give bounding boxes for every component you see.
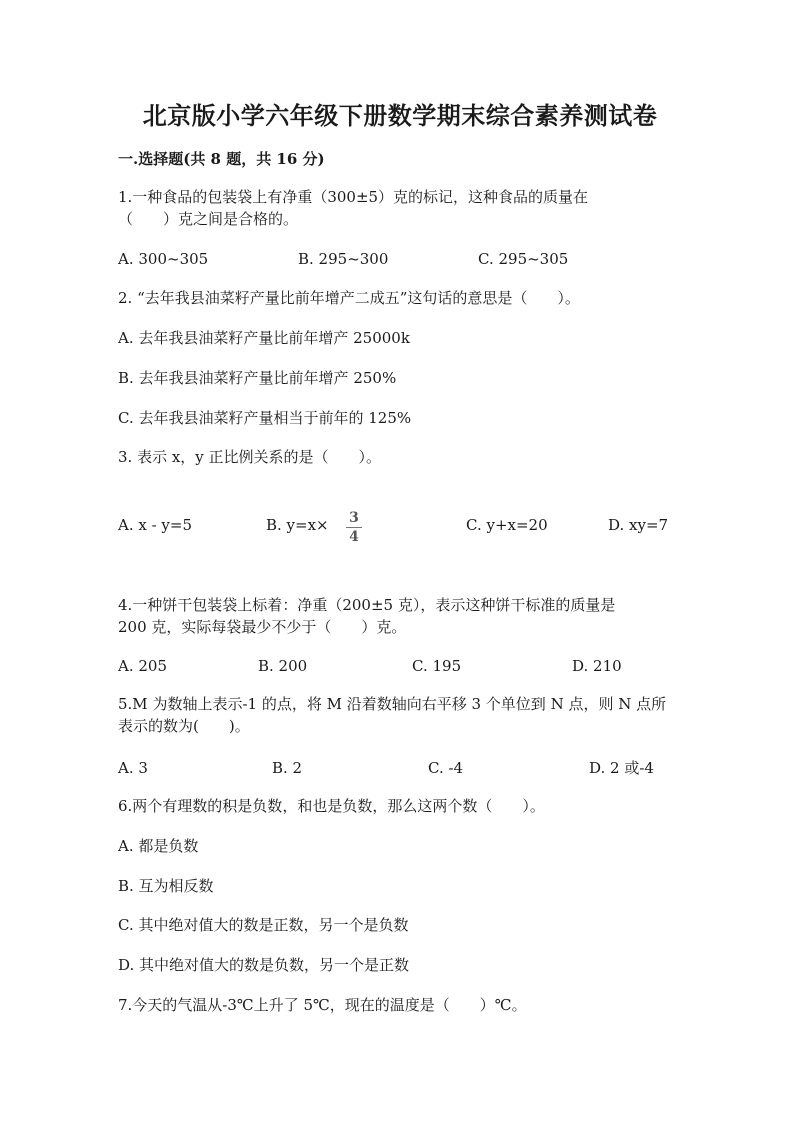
question-1-option-c[interactable]: C. 295~305: [478, 250, 569, 268]
question-4-option-c[interactable]: C. 195: [412, 657, 462, 675]
question-2-option-c[interactable]: C. 去年我县油菜籽产量相当于前年的 125%: [118, 409, 412, 427]
question-5-line-1: 5.M 为数轴上表示-1 的点，将 M 沿着数轴向右平移 3 个单位到 N 点，则 N 点所: [118, 695, 667, 713]
question-2-option-a[interactable]: A. 去年我县油菜籽产量比前年增产 25000k: [118, 329, 410, 347]
question-5-option-c[interactable]: C. -4: [428, 759, 464, 777]
question-6-option-c[interactable]: C. 其中绝对值大的数是正数，另一个是负数: [118, 916, 409, 934]
question-1-line-2: （ ）克之间是合格的。: [118, 210, 299, 228]
question-3-option-d[interactable]: D. xy=7: [608, 516, 669, 534]
question-3-line-1: 3. 表示 x，y 正比例关系的是（ ）。: [118, 448, 382, 466]
question-5-option-b[interactable]: B. 2: [272, 759, 303, 777]
question-2-line-1: 2. “去年我县油菜籽产量比前年增产二成五”这句话的意思是（ ）。: [118, 289, 580, 307]
question-4-option-d[interactable]: D. 210: [572, 657, 622, 675]
fraction-numerator: 3: [349, 510, 359, 526]
question-4-line-1: 4.一种饼干包装袋上标着：净重（200±5 克），表示这种饼干标准的质量是: [118, 596, 616, 614]
question-3-option-b[interactable]: B. y=x×: [266, 516, 329, 534]
question-2-option-b[interactable]: B. 去年我县油菜籽产量比前年增产 250%: [118, 369, 397, 387]
fraction-denominator: 4: [349, 529, 359, 545]
question-5-option-a[interactable]: A. 3: [118, 759, 148, 777]
fraction-three-quarters: [344, 510, 364, 545]
question-7-line-1: 7.今天的气温从-3℃上升了 5℃，现在的温度是（ ）℃。: [118, 996, 527, 1014]
question-1-option-b[interactable]: B. 295~300: [298, 250, 389, 268]
question-3-option-a[interactable]: A. x - y=5: [118, 516, 193, 534]
question-4-option-b[interactable]: B. 200: [258, 657, 308, 675]
question-4-line-2: 200 克，实际每袋最少不少于（ ）克。: [118, 618, 407, 636]
question-1-line-1: 1.一种食品的包装袋上有净重（300±5）克的标记，这种食品的质量在: [118, 188, 589, 206]
question-1-option-a[interactable]: A. 300~305: [118, 250, 209, 268]
question-6-option-a[interactable]: A. 都是负数: [118, 837, 199, 855]
question-4-option-a[interactable]: A. 205: [118, 657, 167, 675]
question-6-option-b[interactable]: B. 互为相反数: [118, 877, 214, 895]
question-6-option-d[interactable]: D. 其中绝对值大的数是负数，另一个是正数: [118, 956, 410, 974]
section-heading: 一.选择题(共 8 题，共 16 分): [118, 150, 325, 168]
fraction-bar: [346, 527, 362, 528]
page-title: 北京版小学六年级下册数学期末综合素养测试卷: [142, 101, 658, 130]
question-6-line-1: 6.两个有理数的积是负数，和也是负数，那么这两个数（ ）。: [118, 797, 545, 815]
question-3-option-c[interactable]: C. y+x=20: [466, 516, 548, 534]
question-5-line-2: 表示的数为( )。: [118, 717, 250, 735]
question-5-option-d[interactable]: D. 2 或-4: [589, 759, 654, 777]
